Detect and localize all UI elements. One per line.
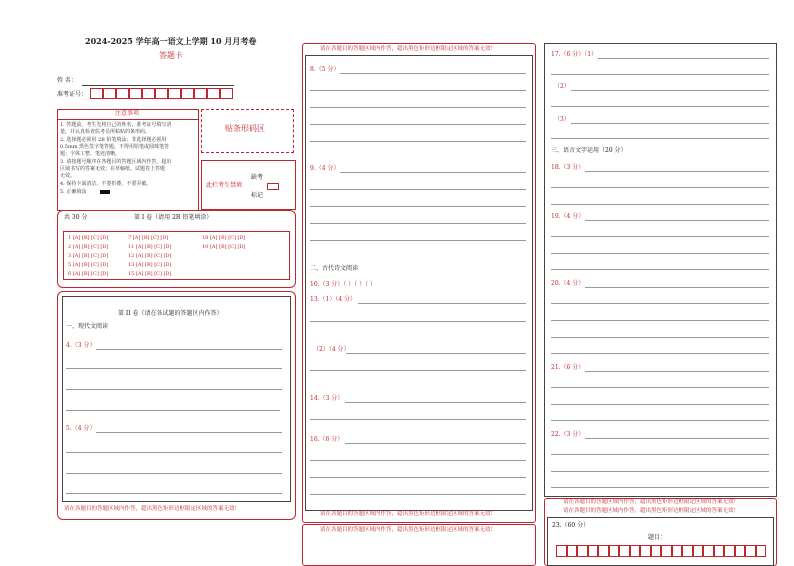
essay-grid-cell[interactable]: [567, 545, 578, 557]
essay-grid-cell[interactable]: [598, 545, 609, 557]
question-20-label: 20.（4 分）: [551, 280, 585, 287]
absent-checkbox[interactable]: [267, 183, 279, 190]
boundary-warning: 请在各题目的答题区域内作答，超出黑色矩形边框限定区域的答案无效！: [563, 499, 740, 505]
choice-item[interactable]: 11 [A] [B] [C] [D]: [128, 244, 172, 250]
notice-item: 0.5mm 黑色签字笔答题，不得用铅笔或圆珠笔答: [60, 144, 170, 150]
essay-grid-cell[interactable]: [651, 545, 662, 557]
essay-grid-cell[interactable]: [588, 545, 599, 557]
question-17-part2-label: （2）: [554, 83, 570, 90]
choice-item[interactable]: 5 [A] [B] [C] [D]: [68, 262, 109, 268]
essay-grid-cell[interactable]: [577, 545, 588, 557]
notice-item: 区域书写的答案无效；在草稿纸、试题卷上答题: [60, 166, 166, 172]
notice-item: 无效。: [60, 173, 76, 179]
choice-item[interactable]: 7 [A] [B] [C] [D]: [128, 235, 169, 241]
question-17-part3-label: （3）: [554, 116, 570, 123]
id-digit-box[interactable]: [116, 88, 129, 99]
question-13-part2-label: （2）（4 分）: [313, 346, 350, 353]
choice-item[interactable]: 2 [A] [B] [C] [D]: [68, 244, 109, 250]
notice-item: 楚，并认真检查监考员所粘贴的条形码。: [60, 129, 151, 135]
question-17-label: 17.（6 分）（1）: [551, 51, 598, 58]
notice-item: 5. 正确填涂: [60, 189, 87, 195]
choice-item[interactable]: 12 [A] [B] [C] [D]: [128, 253, 172, 259]
boundary-warning: 请在各题目的答题区域内作答，超出黑色矩形边框限定区域的答案无效！: [320, 527, 497, 533]
question-19-label: 19.（4 分）: [551, 213, 585, 220]
id-digit-box[interactable]: [129, 88, 142, 99]
id-digit-box[interactable]: [155, 88, 168, 99]
choice-item[interactable]: 13 [A] [B] [C] [D]: [128, 262, 172, 268]
essay-grid-cell[interactable]: [682, 545, 693, 557]
essay-grid-cell[interactable]: [735, 545, 746, 557]
choice-item[interactable]: 3 [A] [B] [C] [D]: [68, 253, 109, 259]
absent-restricted-label: 此栏考生禁填: [206, 182, 243, 189]
question-21-label: 21.（6 分）: [551, 364, 585, 371]
id-digit-box[interactable]: [207, 88, 220, 99]
name-field[interactable]: [82, 85, 234, 86]
notice-item: 2. 选择题必须用 2B 铅笔填涂；非选择题必须用: [60, 137, 167, 143]
id-digit-box[interactable]: [142, 88, 155, 99]
notice-item: 4. 保持卡面清洁，不要折叠、不要弄破。: [60, 181, 152, 187]
id-digit-box[interactable]: [194, 88, 207, 99]
question-18-label: 18.（3 分）: [551, 164, 585, 171]
question-23-label: 23.（60 分）: [552, 522, 590, 529]
boundary-warning: 请在各题目的答题区域内作答，超出黑色矩形边框限定区域的答案无效！: [64, 506, 241, 512]
choice-item[interactable]: 10 [A] [B] [C] [D]: [202, 244, 246, 250]
absent-label: 缺考: [251, 174, 264, 181]
section3-heading: 三、语言文字运用（20 分）: [551, 147, 627, 154]
name-label: 姓 名：: [57, 77, 77, 84]
boundary-warning: 请在各题目的答题区域内作答，超出黑色矩形边框限定区域的答案无效！: [320, 46, 497, 52]
id-digit-box[interactable]: [103, 88, 116, 99]
essay-grid-cell[interactable]: [661, 545, 672, 557]
essay-grid-cell[interactable]: [703, 545, 714, 557]
exam-id-label: 准考证号：: [57, 91, 88, 98]
boundary-warning: 请在各题目的答题区域内作答，超出黑色矩形边框限定区域的答案无效！: [320, 511, 497, 517]
paper-title: 2024-2025 学年高一语文上学期 10 月月考卷: [85, 36, 257, 46]
question-10-label: 10.（3 分）（ ）（ ）（ ）: [310, 281, 376, 288]
choice-item[interactable]: 15 [A] [B] [C] [D]: [128, 271, 172, 277]
essay-grid-cell[interactable]: [745, 545, 756, 557]
essay-grid-cell[interactable]: [556, 545, 567, 557]
essay-grid-cell[interactable]: [630, 545, 641, 557]
id-digit-box[interactable]: [90, 88, 103, 99]
essay-grid-cell[interactable]: [672, 545, 683, 557]
barcode-label: 贴条形码区: [225, 124, 265, 133]
question-5-label: 5.（4 分）: [66, 425, 96, 432]
question-22-label: 22.（3 分）: [551, 431, 585, 438]
essay-grid-cell[interactable]: [693, 545, 704, 557]
question-4-label: 4.（3 分）: [66, 342, 96, 349]
notice-item: 3. 请按题号顺序在各题目的答题区域内作答，超出: [60, 159, 172, 165]
id-digit-box[interactable]: [168, 88, 181, 99]
mark-label: 标记: [251, 192, 264, 199]
part1-title: 第 I 卷（请用 2B 铅笔填涂）: [134, 214, 213, 221]
question-8-label: 8.（5 分）: [310, 66, 340, 73]
id-digit-box[interactable]: [181, 88, 194, 99]
column3-box: [544, 43, 777, 497]
essay-title-label: 题目：: [648, 534, 667, 541]
boundary-warning: 请在各题目的答题区域内作答，超出黑色矩形边框限定区域的答案无效！: [563, 508, 740, 514]
essay-grid-cell[interactable]: [714, 545, 725, 557]
filled-example-mark: [100, 190, 110, 194]
question-16-label: 16.（6 分）: [310, 436, 344, 443]
essay-grid-cell[interactable]: [724, 545, 735, 557]
id-digit-box[interactable]: [220, 88, 233, 99]
essay-grid-cell[interactable]: [756, 545, 767, 557]
part1-score: 共 30 分: [64, 214, 88, 221]
question-14-label: 14.（3 分）: [310, 395, 344, 402]
notice-item: 题；字体工整、笔迹清晰。: [60, 151, 121, 157]
notice-item: 1. 答题前，考生先将自己的姓名、准考证号填写清: [60, 122, 172, 128]
section1-heading: 一、现代文阅读: [66, 323, 109, 330]
choice-item[interactable]: 6 [A] [B] [C] [D]: [68, 271, 109, 277]
choice-item[interactable]: 1 [A] [B] [C] [D]: [68, 235, 109, 241]
section2-heading: 二、古代诗文阅读: [310, 265, 359, 272]
essay-grid-cell[interactable]: [619, 545, 630, 557]
answer-sheet-subtitle: 答题卡: [159, 51, 183, 60]
essay-grid-cell[interactable]: [640, 545, 651, 557]
question-13-label: 13.（1）（4 分）: [310, 296, 357, 303]
choice-item[interactable]: 18 [A] [B] [C] [D]: [202, 235, 246, 241]
essay-grid-cell[interactable]: [609, 545, 620, 557]
part2-title: 第 II 卷（请在各试题的答题区内作答）: [118, 310, 223, 317]
notice-title: 注意事项: [115, 110, 140, 117]
question-9-label: 9.（4 分）: [310, 165, 340, 172]
